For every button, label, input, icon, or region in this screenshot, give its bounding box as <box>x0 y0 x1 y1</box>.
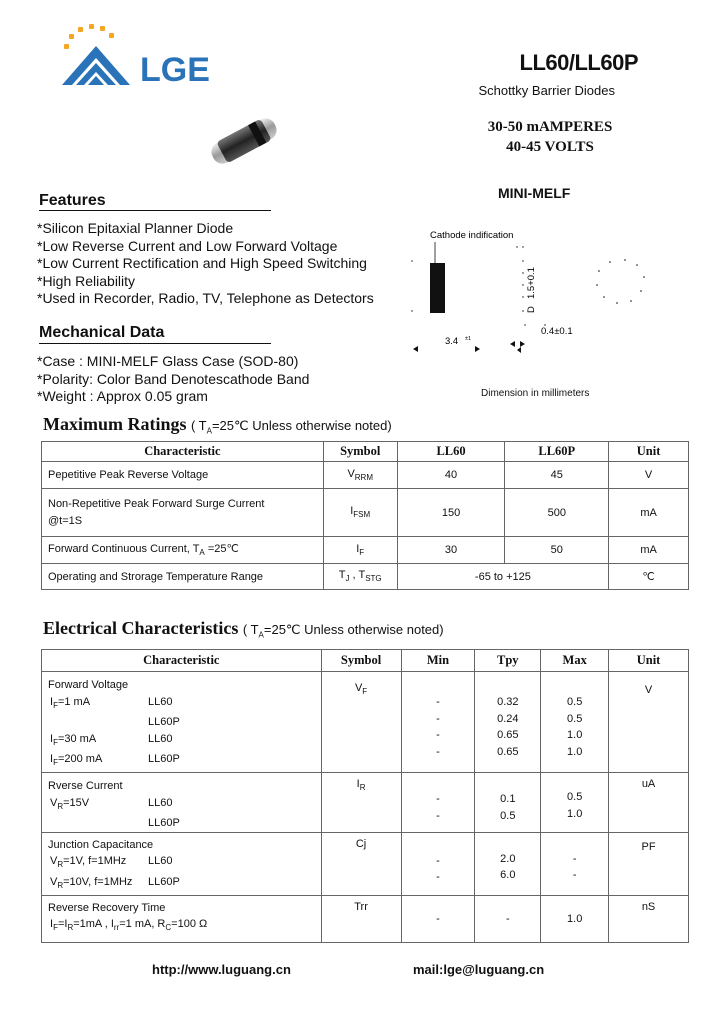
features-list <box>37 220 374 308</box>
unit-cell: nS <box>609 895 689 942</box>
min-cell: - - - - <box>401 672 475 773</box>
cathode-label: Cathode indification <box>430 230 514 241</box>
min-cell: - <box>401 895 475 942</box>
diameter-label: 1.5+0.1 <box>526 267 537 299</box>
unit-cell: mA <box>609 537 689 564</box>
feature-item: *High Reliability <box>37 272 136 289</box>
footer-mail[interactable]: mail:lge@luguang.cn <box>413 962 545 977</box>
mechanical-title: Mechanical Data <box>39 324 165 341</box>
unit-cell: V <box>609 462 689 489</box>
max-cell: 0.5 0.5 1.0 1.0 <box>541 672 609 773</box>
current-rating: 30-50 mAMPERES <box>487 119 613 135</box>
cathode-band <box>430 263 445 313</box>
footer-url[interactable]: http://www.luguang.cn <box>152 962 291 977</box>
unit-cell: mA <box>609 489 689 537</box>
ll60p-cell: 45 <box>505 462 609 489</box>
lge-logo-wordmark <box>140 48 240 88</box>
electrical-title: Electrical Characteristics <box>43 618 239 638</box>
symbol-cell: $I_F$ <box>323 537 397 564</box>
ll60p-cell: 500 <box>505 489 609 537</box>
max-cell: 1.0 <box>541 895 609 942</box>
recovery-char: Reverse Recovery Time $I_F=I_R=1mA$ , $I_{rr}=1$ mA, $R_C=100$ Ω <box>42 895 322 942</box>
unit-cell: ℃ <box>609 564 689 590</box>
dimension-note: Dimension in millimeters <box>481 388 590 399</box>
header-unit: Unit <box>609 650 689 672</box>
unit-cell: uA <box>609 773 689 833</box>
table-row <box>42 832 689 895</box>
ll60-cell: 150 <box>397 489 505 537</box>
char-cell: Operating and Strorage Temperature Range <box>42 564 324 590</box>
product-title: LL60/LL60P <box>519 50 638 75</box>
table-row <box>42 564 689 590</box>
table-row <box>42 537 689 564</box>
table-row <box>42 489 689 537</box>
table-row <box>42 895 689 942</box>
symbol-cell: $I_{FSM}$ <box>323 489 397 537</box>
header-max: Max <box>541 650 609 672</box>
reverse-current-char: Rverse Current $V_R=15V$ LL60 LL60P <box>42 773 322 833</box>
char-cell: Pepetitive Peak Reverse Voltage <box>42 462 324 489</box>
mechanical-rule <box>39 343 271 344</box>
header-typ: Tpy <box>475 650 541 672</box>
header-ll60: LL60 <box>397 442 505 462</box>
mechanical-item: *Weight : Approx 0.05 gram <box>37 388 208 404</box>
max-note-pre: ( T <box>190 418 207 433</box>
ll60-cell: 30 <box>397 537 505 564</box>
max-ratings-table <box>41 441 689 590</box>
end-view-circle <box>596 259 645 304</box>
symbol-cell: Trr <box>321 895 401 942</box>
dimension-drawing <box>405 225 655 375</box>
min-cell: - - <box>401 773 475 833</box>
max-note-sub: A <box>206 426 212 436</box>
table-row <box>42 462 689 489</box>
feature-item: *Low Reverse Current and Low Forward Voltage <box>37 237 338 254</box>
length-label: 3.4 <box>445 336 459 347</box>
typ-cell: 0.1 0.5 <box>475 773 541 833</box>
symbol-cell: $V_F$ <box>321 672 401 773</box>
diode-photo <box>203 110 285 172</box>
mechanical-item: *Polarity: Color Band Denotescathode Band <box>37 370 310 387</box>
electrical-table <box>41 649 689 943</box>
max-ratings-heading <box>43 414 392 436</box>
ll60p-cell: 50 <box>505 537 609 564</box>
header-characteristic: Characteristic <box>42 650 322 672</box>
max-cell: 0.5 1.0 <box>541 773 609 833</box>
table-row <box>42 672 689 773</box>
max-ratings-title: Maximum Ratings <box>43 414 187 434</box>
header-min: Min <box>401 650 475 672</box>
header-characteristic: Characteristic <box>42 442 324 462</box>
header-symbol: Symbol <box>321 650 401 672</box>
length-tol: ±1 <box>465 336 472 342</box>
lge-logo-icon <box>56 22 142 92</box>
feature-item: *Silicon Epitaxial Planner Diode <box>37 220 234 236</box>
mechanical-list <box>37 353 309 406</box>
typ-cell: - <box>475 895 541 942</box>
header-unit: Unit <box>609 442 689 462</box>
voltage-rating: 40-45 VOLTS <box>506 139 594 155</box>
header-symbol: Symbol <box>323 442 397 462</box>
symbol-cell: Cj <box>321 832 401 895</box>
table-header-row <box>42 650 689 672</box>
mechanical-item: *Case : MINI-MELF Glass Case (SOD-80) <box>37 353 299 369</box>
min-cell: - - <box>401 832 475 895</box>
unit-cell: V <box>609 672 689 773</box>
ll60-cell: 40 <box>397 462 505 489</box>
package-type: MINI-MELF <box>498 185 571 201</box>
max-cell: - - <box>541 832 609 895</box>
header-ll60p: LL60P <box>505 442 609 462</box>
product-subtitle: Schottky Barrier Diodes <box>478 83 615 98</box>
typ-cell: 0.32 0.24 0.65 0.65 <box>475 672 541 773</box>
char-cell: Non-Repetitive Peak Forward Surge Current @t=1S <box>42 489 324 537</box>
feature-item: *Used in Recorder, Radio, TV, Telephone as Detectors <box>37 290 374 306</box>
elec-note-sub: A <box>258 630 264 640</box>
symbol-cell: $V_{RRM}$ <box>323 462 397 489</box>
max-note-post: =25℃ Unless otherwise noted) <box>211 418 392 433</box>
diameter-symbol: D <box>526 306 537 313</box>
band-label: 0.4±0.1 <box>541 326 573 337</box>
forward-voltage-char: Forward Voltage $I_F=1$ mA LL60 LL60P $I_F=30$ mA LL60 $I_F=200$ mA LL60P <box>42 672 322 773</box>
symbol-cell: $I_R$ <box>321 773 401 833</box>
unit-cell: PF <box>609 832 689 895</box>
elec-note-post: =25℃ Unless otherwise noted) <box>263 622 444 637</box>
junction-cap-char: Junction Capacitance $V_R=1V$, f=1MHz LL60 $V_R=10V$, f=1MHz LL60P <box>42 832 322 895</box>
symbol-cell: $T_J$ , $T_{STG}$ <box>323 564 397 590</box>
typ-cell: 2.0 6.0 <box>475 832 541 895</box>
electrical-heading <box>43 618 444 640</box>
merged-value-cell: -65 to +125 <box>397 564 608 590</box>
feature-item: *Low Current Rectification and High Speed Switching <box>37 255 367 271</box>
table-header-row <box>42 442 689 462</box>
features-rule <box>39 210 271 211</box>
brand-text: LGE <box>140 51 210 88</box>
char-cell: Forward Continuous Current, $T_A$ =25℃ <box>42 537 324 564</box>
features-title: Features <box>39 192 106 209</box>
table-row <box>42 773 689 833</box>
elec-note-pre: ( T <box>242 622 259 637</box>
